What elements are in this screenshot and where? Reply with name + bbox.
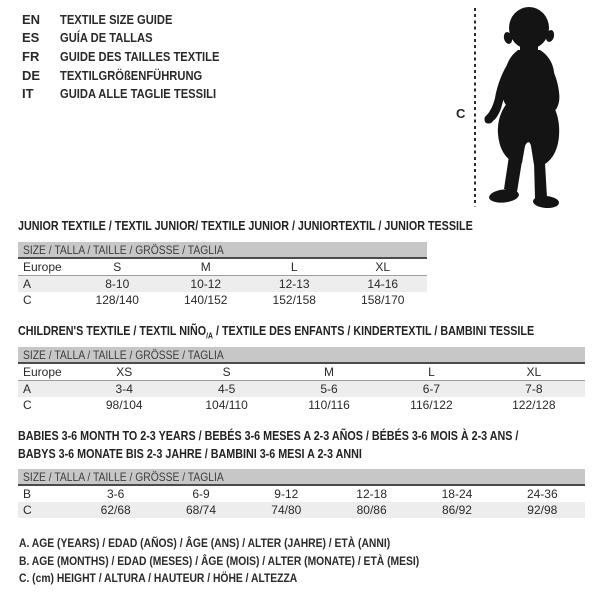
junior-table [18,242,427,308]
height-dashed-line [474,8,476,207]
size-header-text: SIZE / TALLA / TAILLE / GRÖSSE / TAGLIA [23,470,224,484]
row-label: Europe [23,260,62,274]
row-label: A [23,382,32,396]
children-table-title-text [18,322,534,346]
note-age-years [19,535,484,553]
cell-value: S [222,365,231,379]
size-header-bar [18,469,585,486]
junior-table-title-text: JUNIOR TEXTILE / TEXTIL JUNIOR/ TEXTILE JUNIOR / JUNIORTEXTIL / JUNIOR TESSILE [18,219,473,233]
table-row [18,381,585,397]
language-code: IT [22,86,34,102]
language-label: GUIDE DES TAILLES TEXTILE [60,48,220,64]
cell-value: 6-9 [192,487,210,501]
cell-value: 3-6 [106,487,125,501]
baby-silhouette-icon [482,6,572,210]
cell-value: 10-12 [190,277,222,291]
cell-value: 3-4 [115,382,133,396]
size-header-bar [18,347,585,364]
language-label: GUÍA DE TALLAS [60,30,153,46]
note-age-months [19,553,484,571]
size-header-text: SIZE / TALLA / TAILLE / GRÖSSE / TAGLIA [23,348,224,362]
table-row [18,259,427,276]
cell-value: 4-5 [217,382,236,396]
cell-value: 12-13 [278,277,310,291]
junior-table-title [18,217,547,235]
language-row-it [22,84,245,103]
cell-value: 7-8 [525,382,543,396]
cell-value: 86/92 [441,503,472,517]
cell-value: 128/140 [95,293,139,307]
cell-value: 92/98 [527,503,558,517]
babies-title-line1: BABIES 3-6 MONTH TO 2-3 YEARS / BEBÉS 3-6 MESES A 2-3 AÑOS / BÉBÉS 3-6 MOIS À 2-3 ANS / [18,429,519,443]
title-part: CHILDREN'S TEXTILE / TEXTIL NIÑO [18,324,207,338]
note-text: B. AGE (MONTHS) / EDAD (MESES) / ÂGE (MOIS) / ALTER (MONATE) / ETÀ (MESI) [19,553,420,568]
cell-value: 110/116 [308,398,350,412]
cell-value: 158/170 [361,293,405,307]
babies-table-title [18,427,600,463]
cell-value: 5-6 [320,382,338,396]
cell-value: 104/110 [205,398,248,412]
language-label: TEXTILE SIZE GUIDE [60,11,173,27]
cell-value: XL [375,260,391,274]
babies-title-line2: BABYS 3-6 MONATE BIS 2-3 JAHRE / BAMBINI 3-6 MESI A 2-3 ANNI [18,447,362,461]
cell-value: L [290,260,298,274]
language-code: ES [22,30,40,46]
cell-value: 140/152 [184,293,228,307]
language-label: TEXTILGRÖßENFÜHRUNG [60,67,203,83]
title-part: / TEXTILE DES ENFANTS / KINDERTEXTIL / BAMBINI TESSILE [212,324,535,338]
language-row-de [22,66,245,85]
title-subscript: /A [206,331,213,341]
babies-table [18,469,585,518]
cell-value: 24-36 [526,487,558,501]
language-label: GUIDA ALLE TAGLIE TESSILI [60,86,217,102]
cell-value: 62/68 [100,503,131,517]
legend-notes [19,535,484,588]
cell-value: 98/104 [105,398,143,412]
cell-value: XS [116,365,133,379]
row-label: Europe [23,365,62,379]
row-label: C [23,503,32,517]
row-label: C [23,293,32,307]
row-label: C [23,398,32,412]
size-header-text: SIZE / TALLA / TAILLE / GRÖSSE / TAGLIA [23,243,224,257]
language-row-en [22,10,245,29]
row-label: B [23,487,32,501]
cell-value: 18-24 [441,487,473,501]
cell-value: XL [526,365,542,379]
children-table [18,347,585,413]
cell-value: 14-16 [367,277,399,291]
children-table-title [18,322,600,346]
language-code: EN [22,11,41,27]
cell-value: M [200,260,211,274]
cell-value: 122/128 [512,398,556,412]
size-header-bar [18,242,427,259]
cell-value: S [113,260,122,274]
table-row [18,364,585,381]
cell-value: L [428,365,435,379]
cell-value: 6-7 [422,382,441,396]
cell-value: 74/80 [271,503,302,517]
height-marker-label: C [456,106,466,121]
cell-value: 68/74 [185,503,216,517]
note-height-cm [19,570,484,588]
table-row [18,486,585,502]
language-row-es [22,29,245,48]
cell-value: 80/86 [356,503,387,517]
language-code: FR [22,48,40,64]
language-code: DE [22,67,41,83]
table-row [18,502,585,518]
table-row [18,292,427,308]
cell-value: M [324,365,335,379]
row-label: A [23,277,32,291]
note-text: C. (cm) HEIGHT / ALTURA / HAUTEUR / HÖHE / ALTEZZA [19,571,298,586]
language-row-fr [22,47,245,66]
cell-value: 152/158 [272,293,316,307]
cell-value: 8-10 [105,277,130,291]
note-text: A. AGE (YEARS) / EDAD (AÑOS) / ÂGE (ANS) / ALTER (JAHRE) / ETÀ (ANNI) [19,536,391,550]
cell-value: 116/122 [410,398,453,412]
cell-value: 9-12 [274,487,299,501]
cell-value: 12-18 [356,487,387,501]
table-row [18,276,427,292]
table-row [18,397,585,413]
language-list [22,10,245,103]
